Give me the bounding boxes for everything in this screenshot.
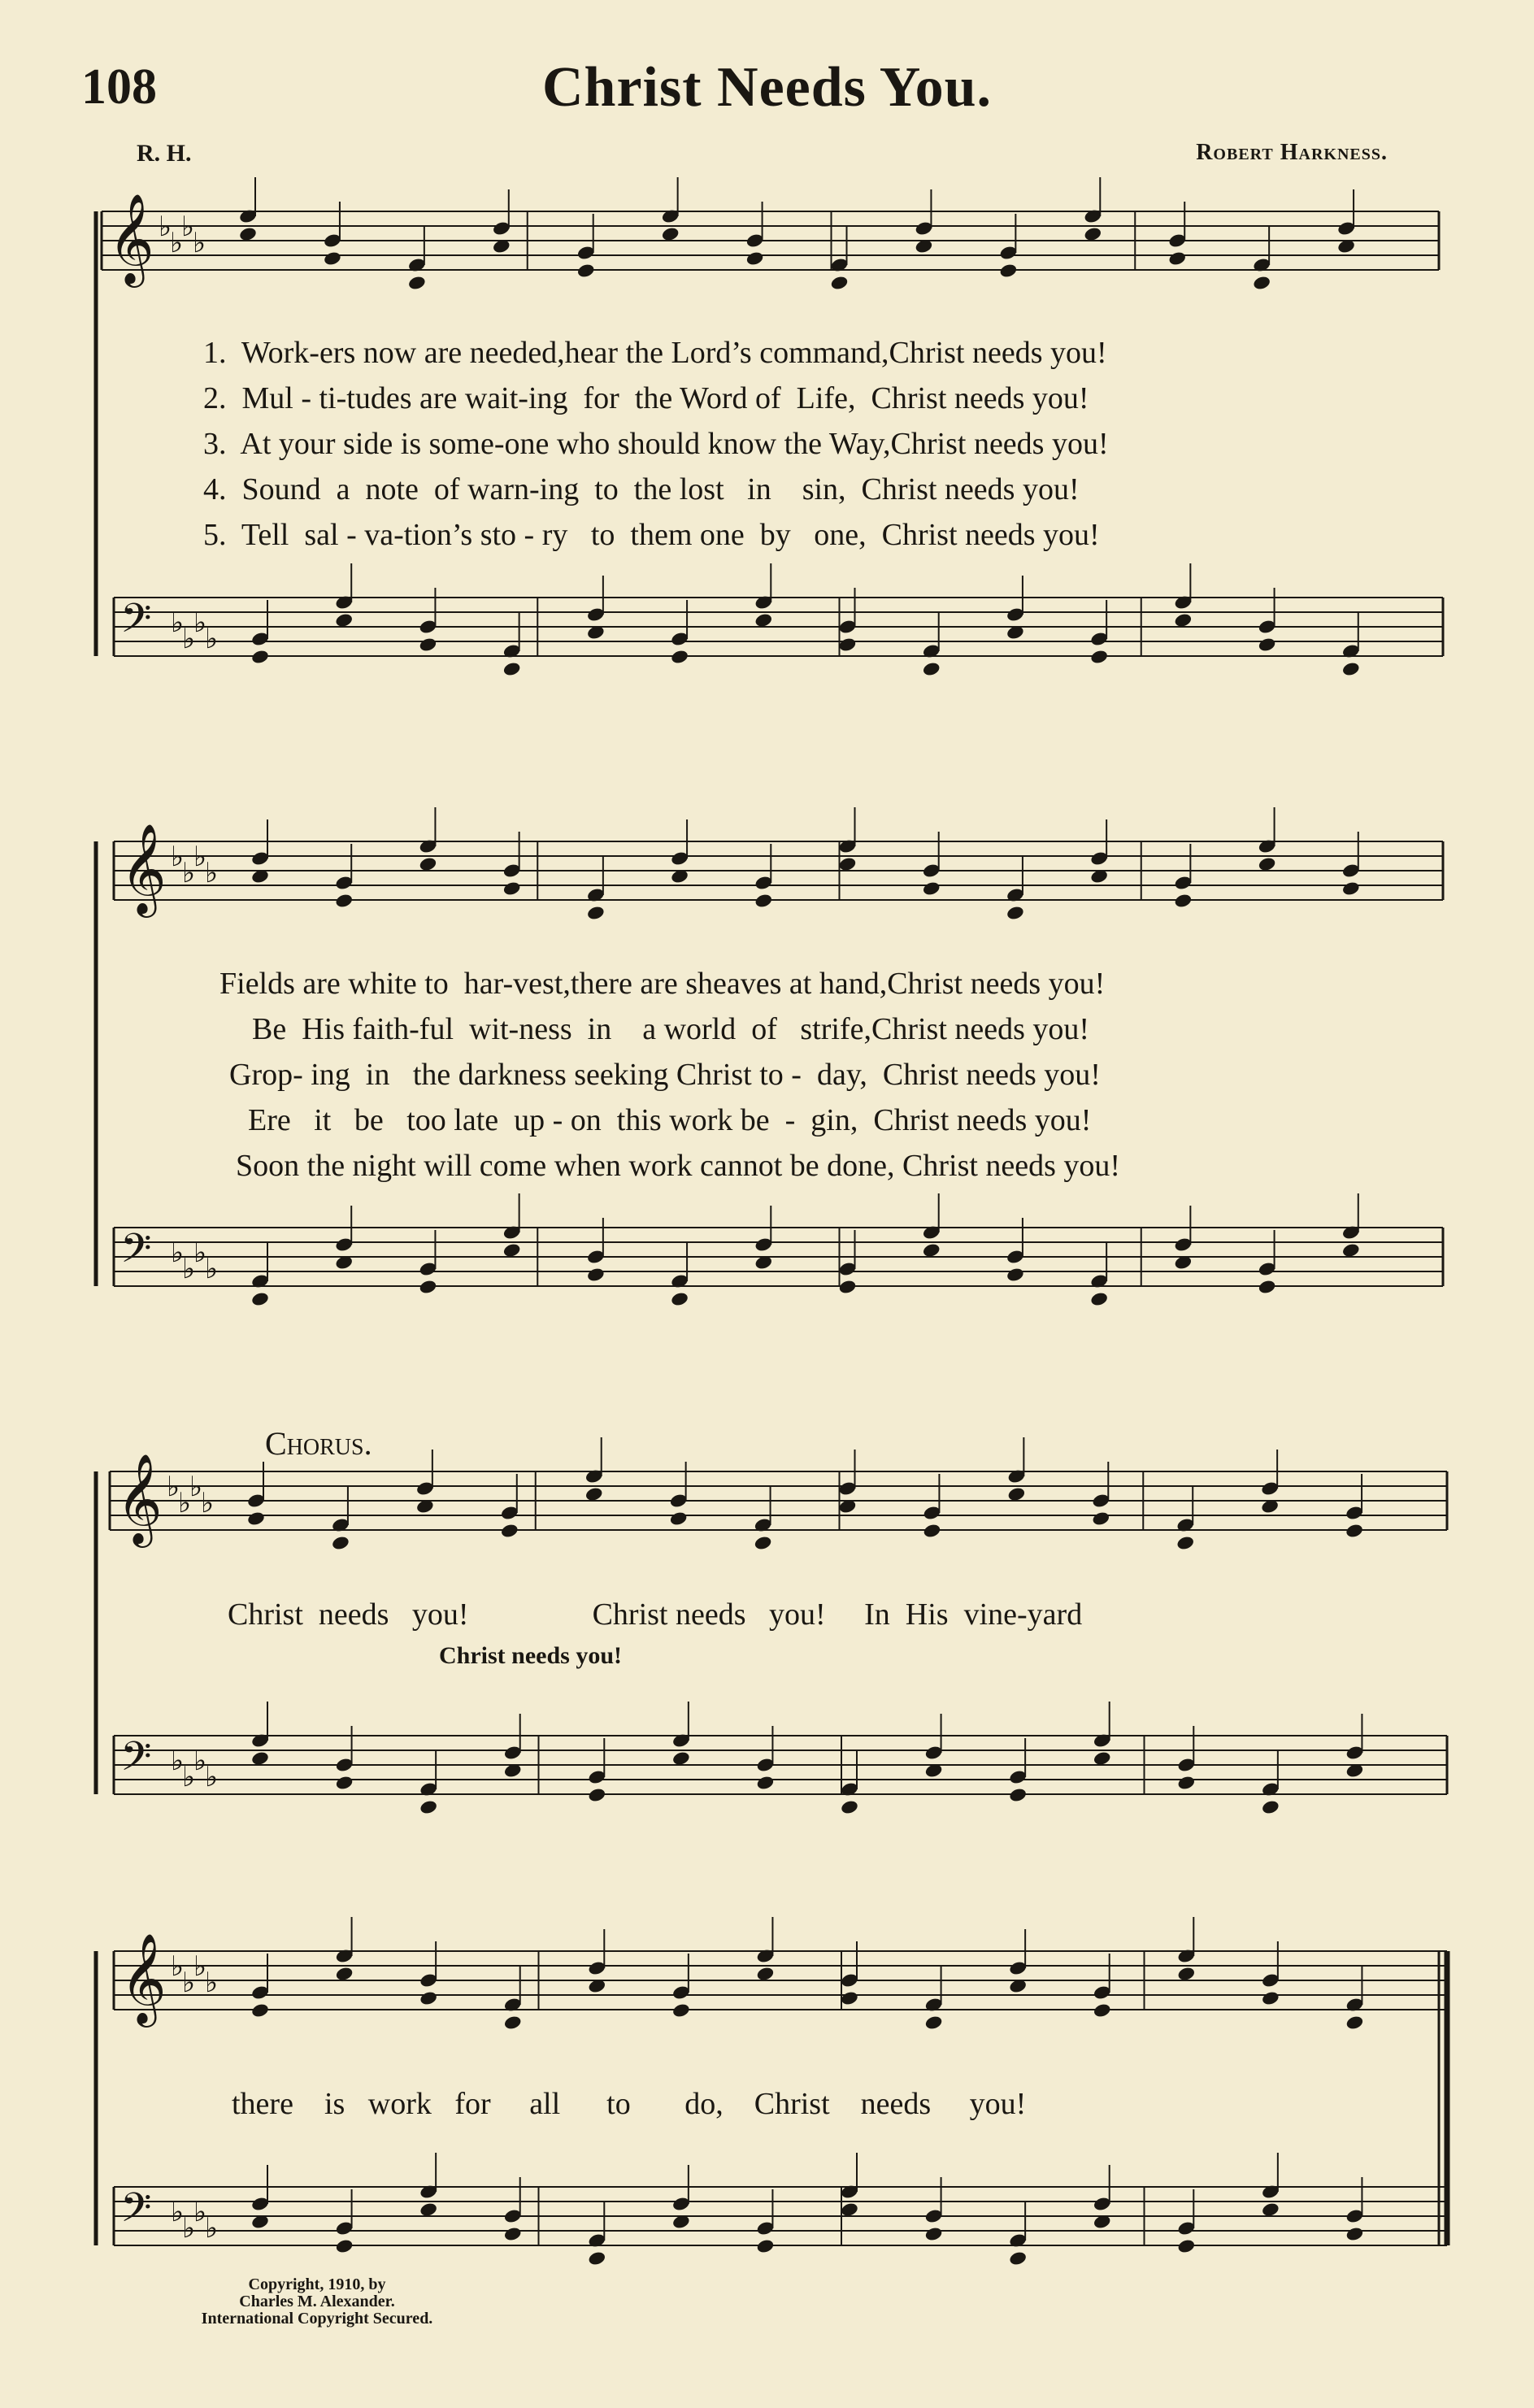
notehead <box>670 1291 689 1307</box>
flat-sign: ♭ <box>181 211 195 243</box>
notehead <box>756 1966 776 1982</box>
flat-sign: ♭ <box>193 227 206 259</box>
notehead <box>502 1242 522 1258</box>
notehead <box>1175 1535 1195 1551</box>
verse-line-3b: Grop- ing in the darkness seeking Christ to - day, Christ needs you! <box>229 1058 1101 1092</box>
notehead <box>1091 1510 1110 1527</box>
notehead <box>838 1279 858 1295</box>
notehead <box>671 2002 691 2019</box>
bass-clef: 𝄢 <box>120 1733 152 1790</box>
flat-sign: ♭ <box>205 2212 219 2245</box>
notehead <box>923 1523 942 1539</box>
notehead <box>1093 2002 1112 2019</box>
flat-sign: ♭ <box>182 2212 196 2245</box>
notehead <box>503 2226 523 2242</box>
flat-sign: ♭ <box>193 1745 207 1777</box>
verse-line-4a: 4. Sound a note of warn-ing to the lost in sin, Christ needs you! <box>203 472 1080 506</box>
flat-sign: ♭ <box>171 2196 185 2228</box>
notehead <box>1089 1291 1109 1307</box>
flat-sign: ♭ <box>182 1967 196 1999</box>
notehead <box>754 612 773 628</box>
notehead <box>924 2226 944 2242</box>
notehead <box>1345 1523 1364 1539</box>
notehead <box>419 2202 438 2218</box>
flat-sign: ♭ <box>182 623 196 655</box>
notehead <box>922 880 941 897</box>
notehead <box>1261 1799 1280 1815</box>
notehead <box>334 893 354 909</box>
flat-sign: ♭ <box>171 841 185 873</box>
treble-clef: 𝄞 <box>116 1453 163 1544</box>
notehead <box>1008 1787 1028 1803</box>
bass-clef: 𝄢 <box>120 2184 152 2241</box>
notehead <box>419 637 438 653</box>
notehead <box>1008 2250 1028 2267</box>
notehead <box>840 2202 859 2218</box>
flat-sign: ♭ <box>159 211 172 243</box>
copyright-line-2: Charles M. Alexander. <box>239 2293 395 2310</box>
chorus-label: Chorus. <box>265 1425 372 1462</box>
notehead <box>756 2238 776 2254</box>
chorus-lyric-line-1: Christ needs you! Christ needs you! In His vine-yard <box>228 1597 1083 1632</box>
notehead <box>250 649 270 665</box>
notehead <box>1252 275 1271 291</box>
notehead <box>419 1799 438 1815</box>
verse-line-4b: Ere it be too late up - on this work be - gin, Christ needs you! <box>248 1103 1092 1137</box>
notehead <box>670 649 689 665</box>
notehead <box>335 1966 354 1982</box>
notehead <box>587 2250 606 2267</box>
flat-sign: ♭ <box>201 1487 215 1519</box>
notehead <box>587 1787 606 1803</box>
notehead <box>1167 250 1187 267</box>
notehead <box>1261 2202 1280 2218</box>
notehead <box>1176 2238 1196 2254</box>
flat-sign: ♭ <box>193 606 207 639</box>
notehead <box>500 1523 519 1539</box>
notehead <box>246 1510 266 1527</box>
verse-line-1b: Fields are white to har-vest,there are sheaves at hand,Christ needs you! <box>219 967 1106 1001</box>
flat-sign: ♭ <box>193 1950 207 1983</box>
notehead <box>1345 2226 1365 2242</box>
flat-sign: ♭ <box>171 1745 185 1777</box>
hymn-title: Christ Needs You. <box>541 56 993 119</box>
notehead <box>334 612 354 628</box>
flat-sign: ♭ <box>205 1253 219 1285</box>
notehead <box>754 1535 773 1551</box>
flat-sign: ♭ <box>193 2196 207 2228</box>
bass-clef: 𝄢 <box>120 1225 152 1282</box>
notehead <box>1341 1242 1361 1258</box>
notehead <box>756 1775 776 1791</box>
flat-sign: ♭ <box>178 1487 192 1519</box>
flat-sign: ♭ <box>205 623 219 655</box>
notehead <box>924 2015 944 2031</box>
verse-line-5a: 5. Tell sal - va-tion’s sto - ry to them one by one, Christ needs you! <box>203 518 1100 552</box>
notehead <box>840 1799 859 1815</box>
composer-name: Robert Harkness. <box>1196 140 1388 165</box>
notehead <box>1258 856 1277 872</box>
notehead <box>838 637 858 653</box>
notehead <box>584 1486 604 1502</box>
notehead <box>250 1291 270 1307</box>
lyricist-initials: R. H. <box>137 140 192 167</box>
notehead <box>838 856 858 872</box>
flat-sign: ♭ <box>182 1761 196 1793</box>
flat-sign: ♭ <box>205 1967 219 1999</box>
flat-sign: ♭ <box>171 606 185 639</box>
flat-sign: ♭ <box>182 857 196 889</box>
treble-clef: 𝄞 <box>120 1932 167 2023</box>
notehead <box>335 2238 354 2254</box>
treble-clef: 𝄞 <box>120 823 167 914</box>
notehead <box>1089 649 1109 665</box>
notehead <box>502 661 522 677</box>
notehead <box>840 1990 859 2006</box>
notehead <box>586 905 606 921</box>
notehead <box>1174 612 1193 628</box>
flat-sign: ♭ <box>170 227 184 259</box>
notehead <box>1093 1750 1112 1767</box>
verse-line-2a: 2. Mul - ti-tudes are wait-ing for the Word of Life, Christ needs you! <box>203 381 1089 415</box>
flat-sign: ♭ <box>182 1253 196 1285</box>
notehead <box>745 250 765 267</box>
flat-sign: ♭ <box>205 857 219 889</box>
notehead <box>576 263 596 279</box>
notehead <box>922 1242 941 1258</box>
notehead <box>502 880 522 897</box>
flat-sign: ♭ <box>171 1950 185 1983</box>
flat-sign: ♭ <box>167 1471 180 1503</box>
notehead <box>1007 1486 1027 1502</box>
notehead <box>1006 905 1025 921</box>
notehead <box>419 856 438 872</box>
flat-sign: ♭ <box>193 841 207 873</box>
copyright-line-1: Copyright, 1910, by <box>248 2275 386 2293</box>
notehead <box>830 275 850 291</box>
notehead <box>335 1775 354 1791</box>
notehead <box>1258 1279 1277 1295</box>
notehead <box>1345 2015 1365 2031</box>
notehead <box>922 661 941 677</box>
notehead <box>669 1510 689 1527</box>
verse-line-1a: 1. Work-ers now are needed,hear the Lord’s command,Christ needs you! <box>203 336 1107 370</box>
notehead <box>238 226 258 242</box>
bass-clef: 𝄢 <box>120 595 152 652</box>
verse-line-3a: 3. At your side is some-one who should know the Way,Christ needs you! <box>203 427 1109 461</box>
notehead <box>1176 1966 1196 1982</box>
notehead <box>503 2015 523 2031</box>
notehead <box>1341 880 1361 897</box>
notehead <box>1006 1267 1025 1283</box>
flat-sign: ♭ <box>205 1761 219 1793</box>
verse-line-2b: Be His faith-ful wit-ness in a world of strife,Christ needs you! <box>252 1012 1090 1046</box>
notehead <box>1341 661 1361 677</box>
notehead <box>586 1267 606 1283</box>
notehead <box>1176 1775 1196 1791</box>
notehead <box>323 250 342 267</box>
notehead <box>754 893 773 909</box>
notehead <box>250 2002 270 2019</box>
chorus-lyric-line-2: there is work for all to do, Christ needs you! <box>232 2087 1027 2121</box>
notehead <box>661 226 680 242</box>
notehead <box>419 1990 438 2006</box>
copyright-line-3: International Copyright Secured. <box>201 2310 433 2328</box>
treble-clef: 𝄞 <box>108 193 154 284</box>
flat-sign: ♭ <box>171 1237 185 1269</box>
chorus-echo-text: Christ needs you! <box>439 1642 623 1669</box>
notehead <box>671 1750 691 1767</box>
notehead <box>1261 1990 1280 2006</box>
flat-sign: ♭ <box>189 1471 203 1503</box>
copyright-notice <box>171 2276 463 2328</box>
notehead <box>419 1279 438 1295</box>
notehead <box>250 1750 270 1767</box>
flat-sign: ♭ <box>193 1237 207 1269</box>
notehead <box>999 263 1019 279</box>
notehead <box>1258 637 1277 653</box>
verse-line-5b: Soon the night will come when work cannot be done, Christ needs you! <box>236 1149 1121 1183</box>
page-number: 108 <box>81 59 157 115</box>
notehead <box>331 1535 350 1551</box>
notehead <box>1174 893 1193 909</box>
notehead <box>407 275 427 291</box>
notehead <box>1083 226 1102 242</box>
